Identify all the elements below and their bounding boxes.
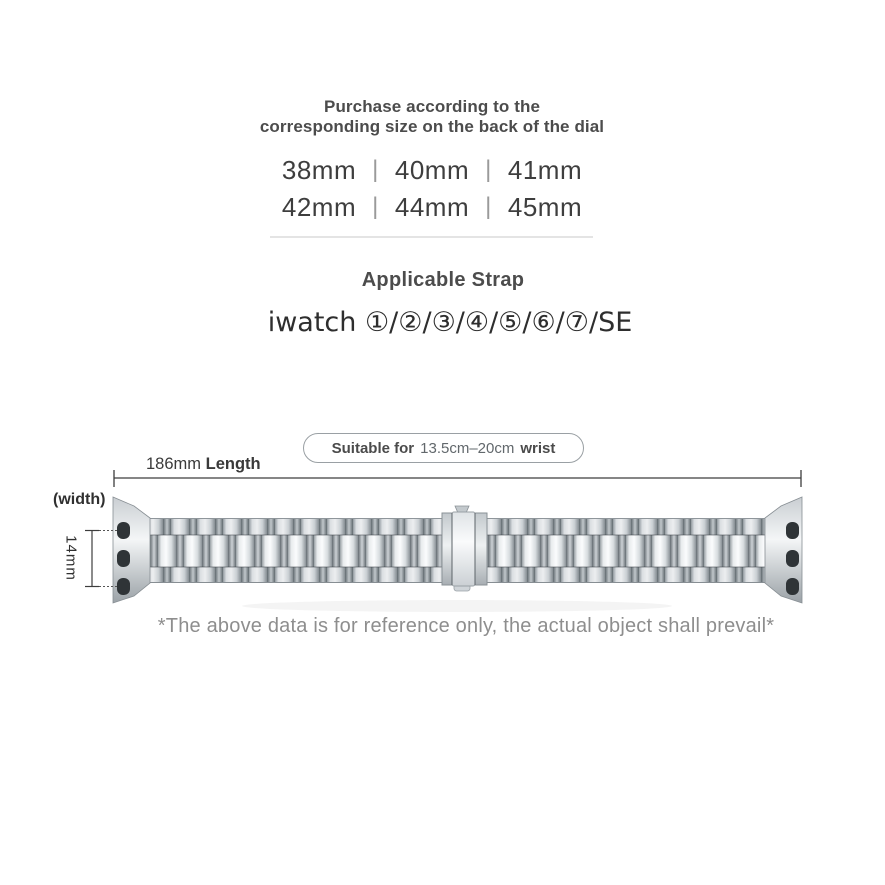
applicable-strap-heading: Applicable Strap: [361, 269, 525, 291]
size-separator: |: [372, 192, 379, 220]
compatible-models-text: iwatch ①/②/③/④/⑤/⑥/⑦/SE: [267, 307, 633, 338]
width-dimension-line: [85, 531, 117, 587]
header-text: [260, 97, 604, 137]
size-option-41mm: 41mm: [507, 155, 583, 185]
length-value: 186mm: [146, 455, 202, 473]
left-adapter: [113, 497, 150, 603]
size-row-2: [282, 189, 582, 226]
size-option-45mm: 45mm: [507, 192, 583, 222]
size-separator: |: [485, 155, 492, 183]
disclaimer-text: *The above data is for reference only, the actual object shall prevail*: [157, 615, 775, 637]
length-unit-label: Length: [205, 455, 261, 473]
right-adapter: [765, 497, 802, 603]
fit-badge-suffix: wrist: [520, 439, 556, 457]
size-option-44mm: 44mm: [394, 192, 470, 222]
band-shadow: [242, 600, 672, 612]
size-option-40mm: 40mm: [394, 155, 470, 185]
size-separator: |: [485, 192, 492, 220]
fit-badge-range: 13.5cm–20cm: [420, 439, 515, 457]
width-dimension-label: 14mm: [62, 535, 80, 581]
fit-badge-prefix: Suitable for: [331, 439, 415, 457]
size-separator: |: [372, 155, 379, 183]
length-dimension-label: [146, 455, 261, 474]
size-options: [282, 152, 582, 226]
section-divider: [270, 236, 593, 238]
size-row-1: [282, 152, 582, 189]
width-caption: (width): [53, 491, 106, 508]
header-line-1: Purchase according to the: [324, 97, 540, 116]
size-option-38mm: 38mm: [281, 155, 357, 185]
band-clasp: [442, 506, 487, 591]
wrist-fit-badge: [303, 433, 584, 463]
band-links: [150, 518, 765, 583]
size-option-42mm: 42mm: [281, 192, 357, 222]
header-line-2: corresponding size on the back of the dial: [259, 117, 605, 136]
